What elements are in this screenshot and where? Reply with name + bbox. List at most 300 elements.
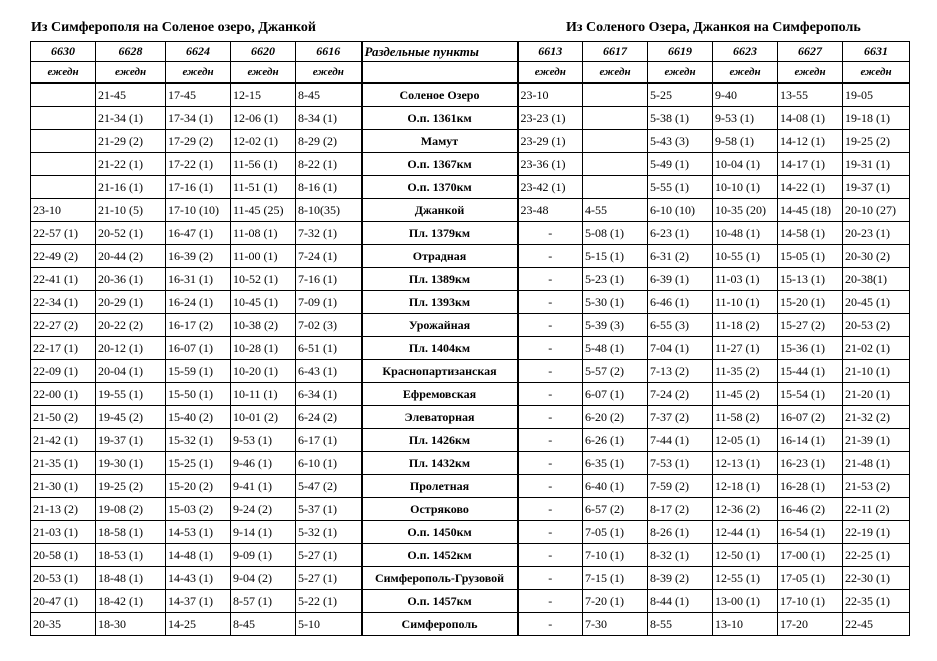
frequency-label: ежедн: [778, 62, 843, 84]
table-row: [31, 176, 910, 199]
train-number: 6623: [713, 42, 778, 62]
time-cell: -: [518, 291, 583, 314]
time-cell: 6-39 (1): [648, 268, 713, 291]
table-row: [31, 613, 910, 636]
time-cell: 5-57 (2): [583, 360, 648, 383]
time-cell: 11-51 (1): [231, 176, 296, 199]
time-cell: 14-12 (1): [778, 130, 843, 153]
time-cell: 17-10 (1): [778, 590, 843, 613]
time-cell: 19-37 (1): [96, 429, 166, 452]
time-cell: 13-10: [713, 613, 778, 636]
time-cell: 21-34 (1): [96, 107, 166, 130]
time-cell: 7-16 (1): [296, 268, 362, 291]
time-cell: 5-08 (1): [583, 222, 648, 245]
time-cell: 5-27 (1): [296, 567, 362, 590]
time-cell: 7-53 (1): [648, 452, 713, 475]
time-cell: 12-15: [231, 83, 296, 107]
time-cell: 5-30 (1): [583, 291, 648, 314]
time-cell: 15-59 (1): [166, 360, 231, 383]
time-cell: 17-10 (10): [166, 199, 231, 222]
time-cell: 10-38 (2): [231, 314, 296, 337]
time-cell: 5-25: [648, 83, 713, 107]
time-cell: 14-22 (1): [778, 176, 843, 199]
time-cell: 6-40 (1): [583, 475, 648, 498]
time-cell: 21-50 (2): [31, 406, 96, 429]
time-cell: 10-55 (1): [713, 245, 778, 268]
table-row: [31, 83, 910, 107]
table-row: [31, 337, 910, 360]
time-cell: 16-24 (1): [166, 291, 231, 314]
time-cell: 7-02 (3): [296, 314, 362, 337]
station-name: Пл. 1426км: [362, 429, 518, 452]
time-cell: 17-45: [166, 83, 231, 107]
time-cell: 8-16 (1): [296, 176, 362, 199]
time-cell: -: [518, 613, 583, 636]
time-cell: 7-24 (2): [648, 383, 713, 406]
time-cell: -: [518, 567, 583, 590]
time-cell: 23-23 (1): [518, 107, 583, 130]
time-cell: 7-32 (1): [296, 222, 362, 245]
time-cell: 14-08 (1): [778, 107, 843, 130]
time-cell: 6-23 (1): [648, 222, 713, 245]
station-name: Пл. 1432км: [362, 452, 518, 475]
time-cell: -: [518, 245, 583, 268]
time-cell: 11-56 (1): [231, 153, 296, 176]
time-cell: [31, 153, 96, 176]
time-cell: 6-57 (2): [583, 498, 648, 521]
train-number: 6631: [843, 42, 910, 62]
time-cell: [31, 130, 96, 153]
frequency-label: ежедн: [231, 62, 296, 84]
time-cell: 11-45 (25): [231, 199, 296, 222]
time-cell: 19-25 (2): [843, 130, 910, 153]
time-cell: 7-09 (1): [296, 291, 362, 314]
time-cell: 18-30: [96, 613, 166, 636]
time-cell: 8-32 (1): [648, 544, 713, 567]
table-row: [31, 475, 910, 498]
right-direction-title: Из Соленого Озера, Джанкоя на Симферополь: [566, 20, 861, 35]
time-cell: 22-57 (1): [31, 222, 96, 245]
time-cell: 21-20 (1): [843, 383, 910, 406]
time-cell: 5-38 (1): [648, 107, 713, 130]
time-cell: 19-37 (1): [843, 176, 910, 199]
time-cell: 5-22 (1): [296, 590, 362, 613]
time-cell: 5-23 (1): [583, 268, 648, 291]
time-cell: 18-48 (1): [96, 567, 166, 590]
time-cell: 21-16 (1): [96, 176, 166, 199]
time-cell: 7-04 (1): [648, 337, 713, 360]
frequency-label: ежедн: [713, 62, 778, 84]
time-cell: 20-47 (1): [31, 590, 96, 613]
time-cell: 15-40 (2): [166, 406, 231, 429]
time-cell: 21-39 (1): [843, 429, 910, 452]
time-cell: 5-39 (3): [583, 314, 648, 337]
time-cell: 21-03 (1): [31, 521, 96, 544]
station-name: О.п. 1457км: [362, 590, 518, 613]
time-cell: -: [518, 521, 583, 544]
table-row: [31, 429, 910, 452]
time-cell: [31, 83, 96, 107]
time-cell: 6-20 (2): [583, 406, 648, 429]
table-row: [31, 153, 910, 176]
time-cell: 15-36 (1): [778, 337, 843, 360]
time-cell: 11-10 (1): [713, 291, 778, 314]
time-cell: 15-44 (1): [778, 360, 843, 383]
time-cell: 20-29 (1): [96, 291, 166, 314]
time-cell: 8-44 (1): [648, 590, 713, 613]
station-name: Урожайная: [362, 314, 518, 337]
time-cell: 15-20 (2): [166, 475, 231, 498]
time-cell: -: [518, 475, 583, 498]
station-name: Элеваторная: [362, 406, 518, 429]
time-cell: 23-48: [518, 199, 583, 222]
time-cell: 23-42 (1): [518, 176, 583, 199]
time-cell: 11-03 (1): [713, 268, 778, 291]
table-row: [31, 245, 910, 268]
time-cell: -: [518, 337, 583, 360]
station-name: Пролетная: [362, 475, 518, 498]
time-cell: 14-43 (1): [166, 567, 231, 590]
time-cell: 22-25 (1): [843, 544, 910, 567]
time-cell: 10-28 (1): [231, 337, 296, 360]
time-cell: 15-27 (2): [778, 314, 843, 337]
time-cell: -: [518, 544, 583, 567]
time-cell: -: [518, 268, 583, 291]
station-name: Остряково: [362, 498, 518, 521]
station-name: Краснопартизанская: [362, 360, 518, 383]
time-cell: 22-49 (2): [31, 245, 96, 268]
time-cell: 15-05 (1): [778, 245, 843, 268]
time-cell: 20-45 (1): [843, 291, 910, 314]
time-cell: 7-20 (1): [583, 590, 648, 613]
time-cell: 19-45 (2): [96, 406, 166, 429]
time-cell: 16-54 (1): [778, 521, 843, 544]
table-row: [31, 199, 910, 222]
time-cell: 6-17 (1): [296, 429, 362, 452]
frequency-label: ежедн: [96, 62, 166, 84]
time-cell: 5-49 (1): [648, 153, 713, 176]
time-cell: 5-10: [296, 613, 362, 636]
time-cell: 6-31 (2): [648, 245, 713, 268]
time-cell: 16-28 (1): [778, 475, 843, 498]
time-cell: -: [518, 429, 583, 452]
train-number: 6627: [778, 42, 843, 62]
time-cell: 17-05 (1): [778, 567, 843, 590]
time-cell: 13-55: [778, 83, 843, 107]
time-cell: 12-13 (1): [713, 452, 778, 475]
time-cell: 6-26 (1): [583, 429, 648, 452]
table-row: [31, 360, 910, 383]
time-cell: 11-35 (2): [713, 360, 778, 383]
time-cell: 20-53 (1): [31, 567, 96, 590]
time-cell: 11-45 (2): [713, 383, 778, 406]
time-cell: 16-23 (1): [778, 452, 843, 475]
time-cell: 17-29 (2): [166, 130, 231, 153]
time-cell: 6-10 (10): [648, 199, 713, 222]
frequency-row: [31, 62, 910, 84]
time-cell: 14-53 (1): [166, 521, 231, 544]
time-cell: 14-48 (1): [166, 544, 231, 567]
time-cell: 21-45: [96, 83, 166, 107]
frequency-label: ежедн: [648, 62, 713, 84]
time-cell: 10-10 (1): [713, 176, 778, 199]
time-cell: -: [518, 498, 583, 521]
time-cell: 22-17 (1): [31, 337, 96, 360]
time-cell: 9-09 (1): [231, 544, 296, 567]
time-cell: 14-37 (1): [166, 590, 231, 613]
station-name: О.п. 1361км: [362, 107, 518, 130]
time-cell: 9-41 (1): [231, 475, 296, 498]
time-cell: 19-18 (1): [843, 107, 910, 130]
time-cell: 21-42 (1): [31, 429, 96, 452]
time-cell: 17-22 (1): [166, 153, 231, 176]
time-cell: 20-12 (1): [96, 337, 166, 360]
time-cell: 22-09 (1): [31, 360, 96, 383]
time-cell: 11-00 (1): [231, 245, 296, 268]
time-cell: 20-35: [31, 613, 96, 636]
time-cell: 9-14 (1): [231, 521, 296, 544]
frequency-label: ежедн: [583, 62, 648, 84]
time-cell: -: [518, 406, 583, 429]
time-cell: 15-32 (1): [166, 429, 231, 452]
station-name: О.п. 1452км: [362, 544, 518, 567]
station-name: О.п. 1370км: [362, 176, 518, 199]
time-cell: 10-52 (1): [231, 268, 296, 291]
timetable-body: [31, 42, 910, 636]
time-cell: 15-54 (1): [778, 383, 843, 406]
frequency-label: ежедн: [518, 62, 583, 84]
time-cell: 22-35 (1): [843, 590, 910, 613]
table-row: [31, 383, 910, 406]
time-cell: 20-58 (1): [31, 544, 96, 567]
time-cell: 8-10(35): [296, 199, 362, 222]
time-cell: 15-03 (2): [166, 498, 231, 521]
time-cell: 22-11 (2): [843, 498, 910, 521]
timetable: [30, 41, 910, 636]
table-row: [31, 107, 910, 130]
time-cell: 9-24 (2): [231, 498, 296, 521]
time-cell: 15-25 (1): [166, 452, 231, 475]
time-cell: [31, 107, 96, 130]
time-cell: 20-38(1): [843, 268, 910, 291]
time-cell: 21-53 (2): [843, 475, 910, 498]
frequency-label: ежедн: [31, 62, 96, 84]
station-name: Мамут: [362, 130, 518, 153]
train-number-row: [31, 42, 910, 62]
frequency-label: ежедн: [843, 62, 910, 84]
frequency-label: ежедн: [166, 62, 231, 84]
time-cell: 13-00 (1): [713, 590, 778, 613]
station-name: Симферополь-Грузовой: [362, 567, 518, 590]
table-row: [31, 222, 910, 245]
time-cell: -: [518, 590, 583, 613]
time-cell: 21-35 (1): [31, 452, 96, 475]
time-cell: 22-41 (1): [31, 268, 96, 291]
station-name: Пл. 1389км: [362, 268, 518, 291]
time-cell: 6-55 (3): [648, 314, 713, 337]
time-cell: 7-37 (2): [648, 406, 713, 429]
time-cell: 21-10 (1): [843, 360, 910, 383]
time-cell: 5-37 (1): [296, 498, 362, 521]
station-name: Пл. 1393км: [362, 291, 518, 314]
time-cell: 10-20 (1): [231, 360, 296, 383]
time-cell: 22-34 (1): [31, 291, 96, 314]
left-direction-title: Из Симферополя на Соленое озеро, Джанкой: [31, 20, 316, 35]
time-cell: 11-27 (1): [713, 337, 778, 360]
time-cell: 14-25: [166, 613, 231, 636]
time-cell: 18-53 (1): [96, 544, 166, 567]
time-cell: -: [518, 314, 583, 337]
time-cell: 22-19 (1): [843, 521, 910, 544]
time-cell: 14-58 (1): [778, 222, 843, 245]
table-row: [31, 567, 910, 590]
time-cell: 7-10 (1): [583, 544, 648, 567]
station-name: Ефремовская: [362, 383, 518, 406]
station-name: Пл. 1379км: [362, 222, 518, 245]
time-cell: 5-47 (2): [296, 475, 362, 498]
time-cell: 21-10 (5): [96, 199, 166, 222]
time-cell: 21-22 (1): [96, 153, 166, 176]
time-cell: 17-16 (1): [166, 176, 231, 199]
time-cell: 23-10: [31, 199, 96, 222]
time-cell: 9-46 (1): [231, 452, 296, 475]
time-cell: 19-31 (1): [843, 153, 910, 176]
time-cell: 20-04 (1): [96, 360, 166, 383]
time-cell: 6-10 (1): [296, 452, 362, 475]
time-cell: 9-53 (1): [713, 107, 778, 130]
table-row: [31, 291, 910, 314]
time-cell: 16-47 (1): [166, 222, 231, 245]
table-row: [31, 498, 910, 521]
time-cell: 22-45: [843, 613, 910, 636]
time-cell: 6-24 (2): [296, 406, 362, 429]
time-cell: 10-01 (2): [231, 406, 296, 429]
time-cell: 10-11 (1): [231, 383, 296, 406]
table-row: [31, 521, 910, 544]
time-cell: 22-30 (1): [843, 567, 910, 590]
time-cell: 16-17 (2): [166, 314, 231, 337]
time-cell: 18-58 (1): [96, 521, 166, 544]
station-name: О.п. 1450км: [362, 521, 518, 544]
time-cell: 9-58 (1): [713, 130, 778, 153]
time-cell: 8-55: [648, 613, 713, 636]
time-cell: 6-43 (1): [296, 360, 362, 383]
time-cell: 5-27 (1): [296, 544, 362, 567]
time-cell: 16-39 (2): [166, 245, 231, 268]
time-cell: 20-44 (2): [96, 245, 166, 268]
time-cell: 5-48 (1): [583, 337, 648, 360]
table-row: [31, 544, 910, 567]
time-cell: -: [518, 222, 583, 245]
time-cell: 18-42 (1): [96, 590, 166, 613]
time-cell: 8-57 (1): [231, 590, 296, 613]
time-cell: [583, 107, 648, 130]
time-cell: 9-53 (1): [231, 429, 296, 452]
station-name: Джанкой: [362, 199, 518, 222]
time-cell: -: [518, 452, 583, 475]
time-cell: 16-46 (2): [778, 498, 843, 521]
time-cell: 8-22 (1): [296, 153, 362, 176]
time-cell: 20-52 (1): [96, 222, 166, 245]
time-cell: 6-34 (1): [296, 383, 362, 406]
frequency-label: ежедн: [296, 62, 362, 84]
time-cell: [583, 130, 648, 153]
time-cell: 10-35 (20): [713, 199, 778, 222]
time-cell: 8-17 (2): [648, 498, 713, 521]
time-cell: 16-07 (1): [166, 337, 231, 360]
time-cell: 5-32 (1): [296, 521, 362, 544]
time-cell: 6-35 (1): [583, 452, 648, 475]
time-cell: 7-13 (2): [648, 360, 713, 383]
time-cell: 14-45 (18): [778, 199, 843, 222]
time-cell: 7-59 (2): [648, 475, 713, 498]
time-cell: 12-50 (1): [713, 544, 778, 567]
time-cell: 12-06 (1): [231, 107, 296, 130]
time-cell: 14-17 (1): [778, 153, 843, 176]
station-name: Отрадная: [362, 245, 518, 268]
time-cell: 7-15 (1): [583, 567, 648, 590]
time-cell: 15-50 (1): [166, 383, 231, 406]
time-cell: [583, 176, 648, 199]
time-cell: 10-45 (1): [231, 291, 296, 314]
time-cell: 20-22 (2): [96, 314, 166, 337]
time-cell: 7-30: [583, 613, 648, 636]
time-cell: 12-36 (2): [713, 498, 778, 521]
time-cell: -: [518, 360, 583, 383]
table-row: [31, 590, 910, 613]
time-cell: 8-45: [231, 613, 296, 636]
time-cell: 5-15 (1): [583, 245, 648, 268]
time-cell: [31, 176, 96, 199]
time-cell: 16-07 (2): [778, 406, 843, 429]
time-cell: 12-18 (1): [713, 475, 778, 498]
time-cell: 19-08 (2): [96, 498, 166, 521]
time-cell: 15-20 (1): [778, 291, 843, 314]
time-cell: 5-43 (3): [648, 130, 713, 153]
time-cell: 7-44 (1): [648, 429, 713, 452]
station-column-header: Раздельные пункты: [362, 42, 518, 62]
time-cell: 22-27 (2): [31, 314, 96, 337]
time-cell: 22-00 (1): [31, 383, 96, 406]
time-cell: 17-20: [778, 613, 843, 636]
time-cell: 12-44 (1): [713, 521, 778, 544]
time-cell: 8-39 (2): [648, 567, 713, 590]
table-row: [31, 314, 910, 337]
time-cell: 19-05: [843, 83, 910, 107]
table-row: [31, 452, 910, 475]
time-cell: 4-55: [583, 199, 648, 222]
station-name: Пл. 1404км: [362, 337, 518, 360]
time-cell: 11-58 (2): [713, 406, 778, 429]
time-cell: 23-29 (1): [518, 130, 583, 153]
time-cell: 20-23 (1): [843, 222, 910, 245]
station-name: О.п. 1367км: [362, 153, 518, 176]
time-cell: 8-45: [296, 83, 362, 107]
time-cell: 15-13 (1): [778, 268, 843, 291]
time-cell: 10-04 (1): [713, 153, 778, 176]
time-cell: 17-34 (1): [166, 107, 231, 130]
time-cell: 10-48 (1): [713, 222, 778, 245]
time-cell: 5-55 (1): [648, 176, 713, 199]
train-number: 6624: [166, 42, 231, 62]
time-cell: 19-30 (1): [96, 452, 166, 475]
time-cell: 20-10 (27): [843, 199, 910, 222]
time-cell: 19-55 (1): [96, 383, 166, 406]
train-number: 6630: [31, 42, 96, 62]
table-row: [31, 406, 910, 429]
time-cell: 12-55 (1): [713, 567, 778, 590]
station-name: Соленое Озеро: [362, 83, 518, 107]
